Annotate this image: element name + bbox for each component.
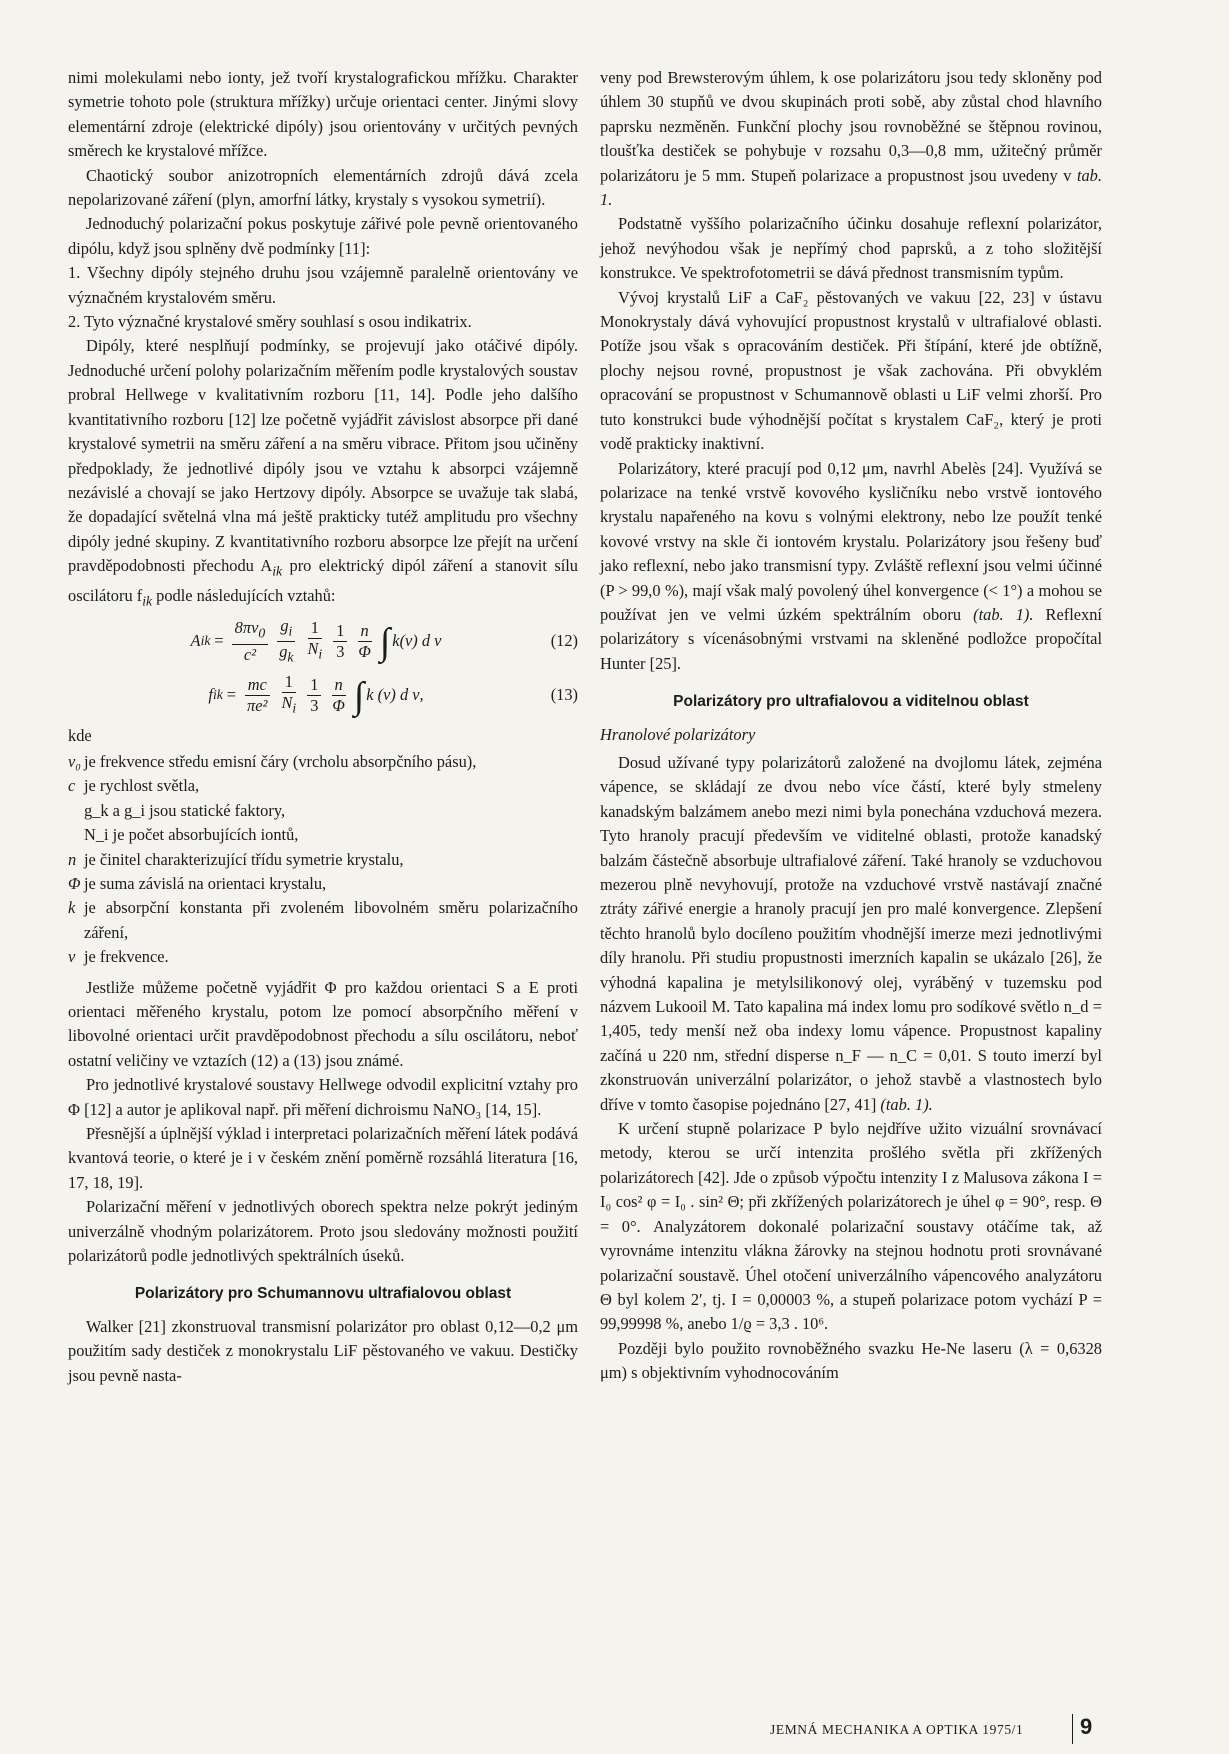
fraction — [304, 618, 325, 664]
legend-row — [68, 945, 578, 969]
fraction — [276, 616, 296, 668]
numerator-sub: i — [288, 623, 293, 638]
numerator: 1 — [282, 672, 296, 693]
denominator: c² — [243, 644, 257, 664]
legend-row — [68, 823, 578, 847]
legend-row — [68, 872, 578, 896]
legend-symbol: ν₀ — [68, 751, 81, 771]
legend-text: je rychlost světla, — [84, 776, 200, 796]
numerator: 1 — [307, 675, 321, 696]
paragraph-text: Dosud užívané typy polarizátorů založené na dvojlomu látek, zejména vápence, se skládají ze dvou nebo více částí, které byly stmeleny kanadským balzámem anebo mezi nimi byla ponechána vzduchová mezera. Tyto hranoly pracují především ve viditelné oblasti, protože kanadský balzám částečně absorbuje ultrafialové záření. Také hranoly se vzduchovou mezerou plně nevyhovují, protože na vzduchové vrstvě nastávají značné ztráty zářivé energie a hranoly pracují jen pro malé konvergence. Zlepšení těchto hranolů bylo docíleno použitím vhodnější imerze mezi jednotlivými díly hranolu. Při studiu propustnosti imerzních kapalin se ukázalo [26], že výhodná kapalina je metylsilikonový olej, vyráběný v tuzemsku pod názvem Lukooil M. Tato kapalina má index lomu pro sodíkové světlo n_d = 1,405, tedy menší než oba indexy lomu vápence. Propustnost kapaliny začíná u 220 nm, střední disperse n_F — n_C = 0,01. S touto imerzí byl zkonstruován univerzální polarizátor, o jehož stavbě a vlastnostech bylo dříve v tomto časopise pojednáno [27, 41] — [600, 752, 1102, 1114]
fraction — [232, 618, 269, 664]
eq-lhs-sub: ik — [212, 687, 223, 703]
paragraph: K určení stupně polarizace P bylo nejdříve užito vizuální srovnávací metody, kterou se určí intenzita prošlého světla při zkřížených polarizátorech [42]. Jde o způsob výpočtu intenzity I z Malusova zákona I = I₀ cos² φ = I₀ . sin² Θ; při zkřížených polarizátorech je úhel φ = 90°, resp. Θ = 0°. Analyzátorem dokonalé polarizační soustavy otáčíme tak, až vyrovnáme intenzitu vlákna žárovky na stejnou hodnotu proti srovnávané polarizační soustavě. Úhel otočení univerzálního vápencového analyzátoru Θ byl kolem 2′, tj. I = 0,00003 %, a stupeň polarizace potom vychází P = 99,99998 %, anebo 1/ϱ = 3,3 . 10⁶. — [600, 1119, 1102, 1334]
numerator: 8πν — [234, 618, 259, 638]
where-label: kde — [68, 725, 92, 745]
fraction — [244, 675, 270, 716]
legend-text: g_k a g_i jsou statické faktory, — [84, 800, 286, 820]
legend-symbol: c — [68, 776, 76, 796]
subsection-heading: Hranolové polarizátory — [600, 724, 756, 744]
denominator-sub: k — [287, 649, 294, 665]
paragraph-text: pro elektrický dipól záření a stanovit sílu oscilátoru f — [68, 556, 578, 605]
left-column — [68, 66, 578, 1388]
denominator: N — [281, 693, 293, 713]
legend-text: je suma závislá na orientaci krystalu, — [84, 873, 327, 893]
paragraph: nimi molekulami nebo ionty, jež tvoří krystalografickou mřížku. Charakter symetrie tohoto pole (struktura mřížky) určuje orientaci center. Jinými slovy elementární zdroje (elektrické dipóly) jsou orientovány v určitých pevných směrech ke krystalové mřížce. — [68, 68, 578, 161]
legend-row — [68, 774, 578, 798]
numerator: 1 — [308, 618, 322, 639]
legend-symbol: ν — [68, 947, 76, 967]
paragraph: Polarizační měření v jednotlivých oborech spektra nelze pokrýt jediným univerzálně vhodným polarizátorem. Proto jsou sledovány možnosti použití polarizátorů podle jednotlivých spektrálních úseků. — [68, 1197, 578, 1266]
numerator: n — [332, 675, 346, 696]
legend-row — [68, 799, 578, 823]
table-reference: tab. 1. — [600, 165, 1102, 210]
denominator: πe² — [247, 696, 268, 715]
integral-sign: ∫ — [353, 674, 365, 717]
paragraph-text: Dipóly, které nesplňují podmínky, se projevují jako otáčivé dipóly. Jednoduché určení polohy polarizačním měřením podle krystalových soustav probral Hellwege v kvalitativním rozboru [11, 14]. Podle jeho dalšího kvantitativního rozboru [12] lze početně vyjádřit závislost absorpce při dané krystalové symetrii na směru záření a na směru vibrace. Přitom jsou učiněny předpoklady, že jednotlivé dipóly jsou ve vztahu k absorpci vzájemně nezávislé a chovají se jako Hertzovy dipóly. Absorpce se uvažuje tak slabá, že dopadající světelná vlna má ještě prakticky tutéž amplitudu pro všechny dipóly jedné skupiny. Z kvantitativního rozboru absorpce lze přejít na určení pravděpodobnosti přechodu A — [68, 336, 578, 576]
numerator: n — [358, 621, 372, 642]
legend-row — [68, 848, 578, 872]
footer-divider — [1072, 1714, 1073, 1744]
numerator: mc — [245, 675, 270, 696]
eq-lhs-sub: ik — [200, 633, 211, 649]
paragraph: Později bylo použito rovnoběžného svazku He-Ne laseru (λ = 0,6328 μm) s objektivním vyhodnocováním — [600, 1338, 1102, 1383]
table-reference: (tab. 1). — [880, 1094, 933, 1114]
list-item: 2. Tyto význačné krystalové směry souhlasí s osou indikatrix. — [68, 312, 472, 332]
paragraph: Přesnější a úplnější výklad i interpretaci polarizačních měření látek podává kvantová teorie, o které je i v českém znění poměrně rozsáhlá literatura [16, 17, 18, 19]. — [68, 1124, 578, 1192]
subscript: ik — [272, 563, 283, 579]
equation-12: A ik = $\frac{8\pi\nu_0}{\text{c²}}$ $\frac{g_i}{g_k}$ $\frac{1}{N_i}$ $\frac{1}{3}$ $\frac{n}{\Phi}$ ∫ k(ν) d ν (12) — [68, 616, 578, 668]
paragraph: Jednoduchý polarizační pokus poskytuje zářivé pole pevně orientovaného dipólu, když jsou splněny dvě podmínky [11]: — [68, 214, 578, 258]
denominator: Φ — [332, 696, 345, 715]
legend-symbol — [68, 823, 84, 847]
equation-number: (13) — [550, 685, 578, 705]
paragraph: Pro jednotlivé krystalové soustavy Hellwege odvodil explicitní vztahy pro Φ [12] a autor je aplikoval např. při měření dichroismu NaNO₃ [14, 15]. — [68, 1075, 578, 1119]
paragraph — [600, 457, 1102, 677]
equation-number: (12) — [550, 631, 578, 651]
paragraph — [600, 751, 1102, 1117]
section-heading: Polarizátory pro Schumannovu ultrafialovou oblast — [134, 1285, 512, 1303]
legend-symbol: Φ — [68, 873, 81, 893]
denominator: Φ — [358, 642, 371, 661]
numerator: 1 — [333, 621, 347, 642]
integrand: k(ν) d ν — [392, 631, 442, 651]
legend-symbol: k — [68, 898, 76, 918]
page-number: 9 — [1080, 1714, 1093, 1739]
paragraph — [68, 334, 578, 613]
fraction — [329, 675, 347, 716]
numerator: g — [280, 615, 289, 635]
denominator: 3 — [336, 642, 345, 661]
denominator: N — [307, 639, 319, 659]
denominator-sub: i — [318, 646, 323, 662]
legend-text: je absorpční konstanta při zvoleném libovolném směru polarizačního záření, — [84, 898, 578, 942]
legend-symbol: n — [68, 849, 77, 869]
paragraph: Podstatně vyššího polarizačního účinku dosahuje reflexní polarizátor, jehož nevýhodou však je nepřímý chod paprsků, a z toho složitější konstrukce. Ve spektrofotometrii se dává přednost transmisním typům. — [600, 214, 1102, 283]
fraction — [307, 675, 321, 716]
list-item: 1. Všechny dipóly stejného druhu jsou vzájemně paralelně orientovány ve význačném krystalovém směru. — [68, 263, 578, 307]
eq-lhs: f — [208, 685, 213, 705]
subscript: ik — [142, 593, 153, 609]
fraction — [333, 621, 347, 662]
paragraph: Jestliže můžeme početně vyjádřit Φ pro každou orientaci S a E proti orientaci měřeného krystalu, potom lze pomocí absorpčního měření v libovolné orientaci určit pravděpodobnost přechodu a sílu oscilátoru, neboť ostatní veličiny ve vztazích (12) a (13) jsou známé. — [68, 977, 578, 1070]
paragraph: Vývoj krystalů LiF a CaF₂ pěstovaných ve vakuu [22, 23] v ústavu Monokrystaly dává vyhovující propustnost krystalů v ultrafialové oblasti. Potíže jsou však s opracováním destiček. Při štípání, které jde obtížně, plochy nejsou rovné, propustnost je však zachována. Při obvyklém opracování se propustnost v Schumannově oblasti u LiF velmi zhorší. Pro tuto konstrukci bude výhodnější počítat s krystalem CaF₂, který je proti vodě prakticky inaktivní. — [600, 287, 1102, 454]
numerator-sub: 0 — [258, 625, 266, 641]
legend-text: je frekvence. — [84, 947, 169, 967]
denominator: g — [279, 642, 288, 661]
paragraph: Walker [21] zkonstruoval transmisní polarizátor pro oblast 0,12—0,2 μm použitím sady destiček z monokrystalu LiF pěstovaného ve vakuu. Destičky jsou pevně nasta- — [68, 1316, 578, 1385]
legend-text: je frekvence středu emisní čáry (vrcholu absorpčního pásu), — [84, 751, 477, 771]
legend-symbol — [68, 799, 84, 823]
legend-row — [68, 896, 578, 945]
paragraph-text: Polarizátory, které pracují pod 0,12 μm, navrhl Abelès [24]. Využívá se polarizace na tenké vrstvě kovového kysličníku nebo vrstvě iontového krystalu napařeného na kovu s volnými elektrony, nebo lze použít tenké kovové vrstvy na skle či iontovém krystalu. Polarizátory jsou řešeny buď jako reflexní, nebo jako transmisní typy. Zvláště reflexní jsou velmi účinné (P > 99,0 %), mají však malý povolený úhel konvergence (< 1°) a mohou se používat jen ve velmi úzkém spektrálním oboru — [600, 458, 1102, 624]
denominator-sub: i — [292, 700, 297, 716]
legend-row — [68, 750, 578, 774]
eq-lhs: A — [190, 631, 201, 651]
fraction — [355, 621, 373, 662]
paragraph-text: veny pod Brewsterovým úhlem, k ose polarizátoru jsou tedy skloněny pod úhlem 30 stupňů ve dvou skupinách proti sobě, aby zůstal chod hlavního paprsku nezměněn. Funkční plochy jsou rovnoběžné se štěpnou rovinou, tloušťka destiček se pohybuje v rozsahu 0,3—0,8 mm, užitečný průměr polarizátoru je 5 mm. Stupeň polarizace a propustnost jsou uvedeny v — [600, 68, 1102, 185]
integrand: k (ν) d ν, — [366, 685, 424, 705]
paragraph-text: podle následujících vztahů: — [152, 585, 336, 605]
journal-footer: JEMNÁ MECHANIKA A OPTIKA 1975/1 — [770, 1722, 1024, 1737]
integral-sign: ∫ — [379, 620, 391, 663]
equation-13: f ik = $\frac{mc}{\text{πe²}}$ $\frac{1}{N_i}$ $\frac{1}{3}$ $\frac{n}{\Phi}$ ∫ k (ν) d ν, (13) — [68, 670, 578, 722]
legend-text: je činitel charakterizující třídu symetrie krystalu, — [84, 849, 404, 869]
table-reference: (tab. 1). — [973, 604, 1034, 624]
symbol-legend — [68, 750, 578, 970]
legend-text: N_i je počet absorbujících iontů, — [84, 825, 299, 845]
section-heading: Polarizátory pro ultrafialovou a viditelnou oblast — [673, 693, 1029, 711]
paragraph — [600, 66, 1102, 212]
right-column — [600, 66, 1102, 1386]
paragraph: Chaotický soubor anizotropních elementárních zdrojů dává zcela nepolarizované záření (plyn, amorfní látky, krystaly s vysokou symetrií). — [68, 165, 578, 210]
denominator: 3 — [310, 696, 319, 715]
paragraph-text: Reflexní polarizátory s vícenásobnými vrstvami na skleněné podložce propočítal Hunter [25]. — [600, 604, 1102, 673]
fraction — [278, 672, 299, 718]
